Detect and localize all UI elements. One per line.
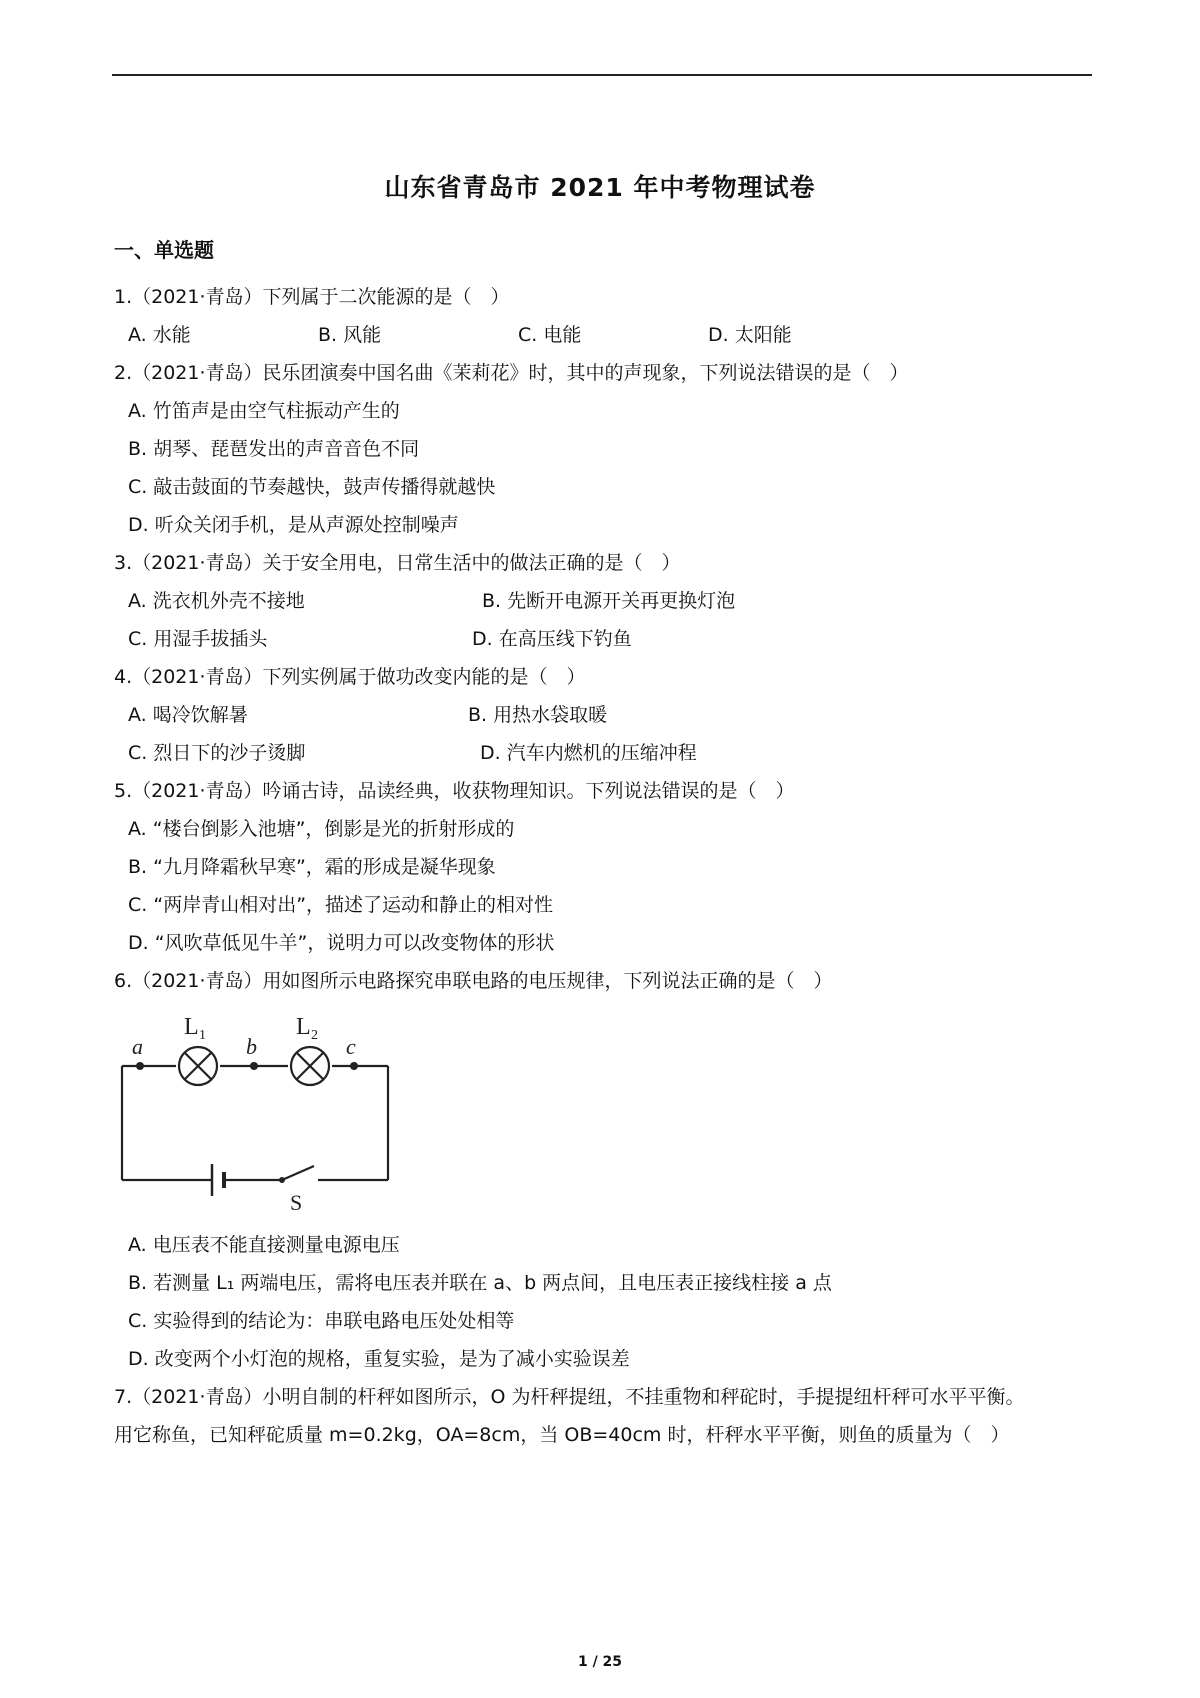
option-6b[interactable]: B. 若测量 L₁ 两端电压，需将电压表并联在 a、b 两点间，且电压表正接线柱接 a 点 [128,1272,832,1294]
question-5-stem: 5.（2021·青岛）吟诵古诗，品读经典，收获物理知识。下列说法错误的是（ ） [114,780,795,802]
option-1c[interactable]: C. 电能 [518,324,582,346]
option-2d[interactable]: D. 听众关闭手机，是从声源处控制噪声 [128,514,459,536]
option-6d[interactable]: D. 改变两个小灯泡的规格，重复实验，是为了减小实验误差 [128,1348,630,1370]
circuit-diagram [112,1004,402,1214]
option-4b[interactable]: B. 用热水袋取暖 [468,704,608,726]
option-6c[interactable]: C. 实验得到的结论为：串联电路电压处处相等 [128,1310,515,1332]
label-b: b [246,1034,257,1059]
question-2-stem: 2.（2021·青岛）民乐团演奏中国名曲《茉莉花》时，其中的声现象，下列说法错误的是（ ） [114,362,909,384]
switch-pivot [279,1177,285,1183]
question-6-stem: 6.（2021·青岛）用如图所示电路探究串联电路的电压规律，下列说法正确的是（ ） [114,970,833,992]
question-7-stem-cont: 用它称鱼，已知秤砣质量 m=0.2kg，OA=8cm，当 OB=40cm 时，杆秤水平平衡，则鱼的质量为（ ） [114,1424,1010,1446]
label-l1-subscript: 1 [199,1028,206,1043]
node-c [350,1062,358,1070]
option-2b[interactable]: B. 胡琴、琵琶发出的声音音色不同 [128,438,420,460]
label-a: a [132,1034,143,1059]
header-rule [112,74,1092,76]
node-b [250,1062,258,1070]
option-6a[interactable]: A. 电压表不能直接测量电源电压 [128,1234,400,1256]
question-4-stem: 4.（2021·青岛）下列实例属于做功改变内能的是（ ） [114,666,586,688]
label-l2-subscript: 2 [311,1028,318,1043]
option-1a[interactable]: A. 水能 [128,324,191,346]
option-4c[interactable]: C. 烈日下的沙子烫脚 [128,742,306,764]
question-7-stem: 7.（2021·青岛）小明自制的杆秤如图所示，O 为杆秤提纽，不挂重物和秤砣时，手提提纽杆秤可水平平衡。 [114,1386,1025,1408]
label-switch: S [290,1190,303,1214]
option-1d[interactable]: D. 太阳能 [708,324,792,346]
option-4d[interactable]: D. 汽车内燃机的压缩冲程 [480,742,697,764]
label-c: c [346,1034,356,1059]
question-3-stem: 3.（2021·青岛）关于安全用电，日常生活中的做法正确的是（ ） [114,552,681,574]
option-5d[interactable]: D. “风吹草低见牛羊”，说明力可以改变物体的形状 [128,932,555,954]
option-3b[interactable]: B. 先断开电源开关再更换灯泡 [482,590,736,612]
page-number: 1 / 25 [577,1654,623,1670]
node-a [136,1062,144,1070]
option-2c[interactable]: C. 敲击鼓面的节奏越快，鼓声传播得就越快 [128,476,496,498]
switch-blade [282,1166,314,1180]
option-5a[interactable]: A. “楼台倒影入池塘”，倒影是光的折射形成的 [128,818,515,840]
option-5b[interactable]: B. “九月降霜秋早寒”，霜的形成是凝华现象 [128,856,496,878]
option-5c[interactable]: C. “两岸青山相对出”，描述了运动和静止的相对性 [128,894,554,916]
option-4a[interactable]: A. 喝冷饮解暑 [128,704,248,726]
option-3c[interactable]: C. 用湿手拔插头 [128,628,268,650]
label-l2: L [296,1014,311,1040]
option-2a[interactable]: A. 竹笛声是由空气柱振动产生的 [128,400,400,422]
page-title: 山东省青岛市 2021 年中考物理试卷 [384,173,816,202]
question-1-stem: 1.（2021·青岛）下列属于二次能源的是（ ） [114,286,510,308]
option-3a[interactable]: A. 洗衣机外壳不接地 [128,590,305,612]
option-1b[interactable]: B. 风能 [318,324,382,346]
option-3d[interactable]: D. 在高压线下钓鱼 [472,628,632,650]
label-l1: L [184,1014,199,1040]
section-heading: 一、单选题 [114,238,214,262]
